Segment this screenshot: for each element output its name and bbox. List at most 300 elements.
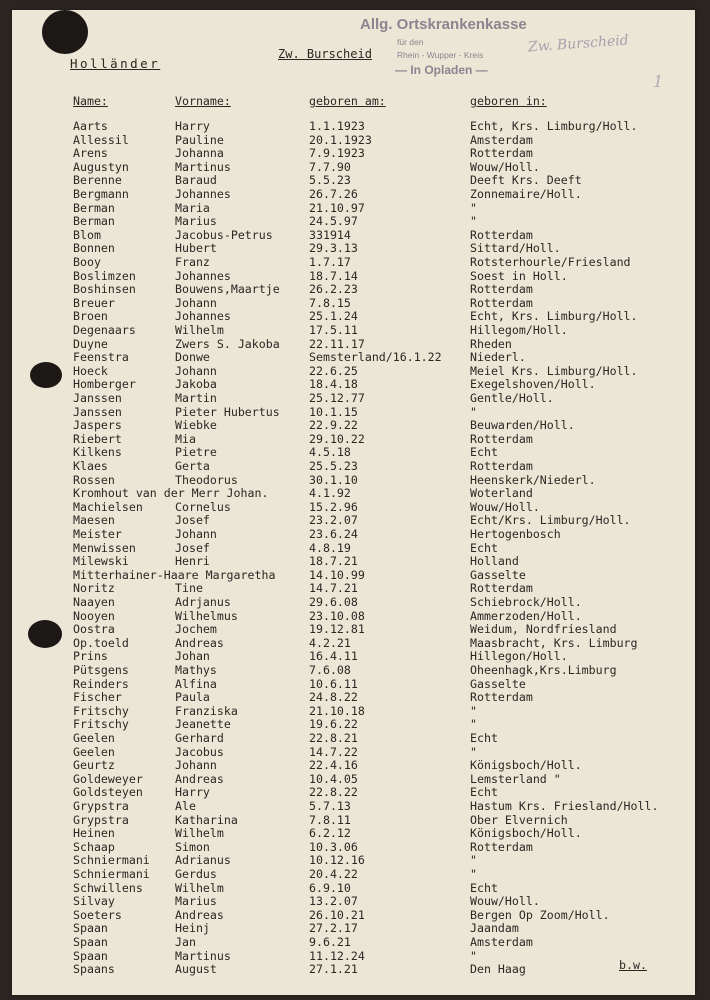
cell-birth-place: " bbox=[470, 853, 477, 868]
cell-first-name: Pieter Hubertus bbox=[175, 404, 280, 419]
table-row bbox=[12, 785, 695, 799]
cell-birth-place: Wouw/Holl. bbox=[470, 159, 540, 174]
cell-birth-date: 26.10.21 bbox=[309, 907, 365, 922]
cell-birth-date: 7.8.11 bbox=[309, 812, 351, 827]
cell-first-name: Alfina bbox=[175, 676, 217, 691]
cell-name: Bonnen bbox=[73, 241, 115, 256]
cell-birth-place: Wouw/Holl. bbox=[470, 894, 540, 909]
table-row bbox=[12, 445, 695, 459]
cell-first-name: Josef bbox=[175, 540, 210, 555]
cell-name: Riebert bbox=[73, 431, 122, 446]
cell-name: Broen bbox=[73, 309, 108, 324]
table-row bbox=[12, 568, 695, 582]
cell-name: Bergmann bbox=[73, 187, 129, 201]
table-row bbox=[12, 949, 695, 963]
cell-name: Kromhout van der Merr Johan. bbox=[73, 486, 269, 501]
cell-birth-place: Amsterdam bbox=[470, 132, 533, 147]
cell-first-name: Jochem bbox=[175, 622, 217, 637]
cell-first-name: Jan bbox=[175, 935, 196, 949]
cell-birth-date: 24.8.22 bbox=[309, 690, 358, 705]
table-row bbox=[12, 853, 695, 867]
cell-birth-place: Rheden bbox=[470, 336, 512, 351]
table-row bbox=[12, 173, 695, 187]
table-row bbox=[12, 513, 695, 527]
cell-first-name: Wiebke bbox=[175, 418, 217, 433]
cell-name: Schaap bbox=[73, 839, 115, 854]
cell-birth-place: Rotterdam bbox=[470, 581, 533, 596]
table-row bbox=[12, 894, 695, 908]
cell-name: Pütsgens bbox=[73, 663, 129, 677]
cell-first-name: Jeanette bbox=[175, 717, 231, 732]
cell-first-name: August bbox=[175, 962, 217, 977]
cell-birth-date: 20.4.22 bbox=[309, 867, 358, 881]
cell-first-name: Johannes bbox=[175, 268, 231, 283]
cell-birth-date: 4.2.21 bbox=[309, 635, 351, 650]
table-row bbox=[12, 160, 695, 174]
table-row bbox=[12, 309, 695, 323]
cell-first-name: Adrjanus bbox=[175, 595, 231, 609]
table-row bbox=[12, 269, 695, 283]
cell-first-name: Paula bbox=[175, 690, 210, 705]
cell-birth-place: Rotterdam bbox=[470, 690, 533, 705]
table-row bbox=[12, 704, 695, 718]
cell-name: Hoeck bbox=[73, 363, 108, 378]
stamp-line-1: Allg. Ortskrankenkasse bbox=[360, 16, 527, 33]
table-row bbox=[12, 921, 695, 935]
cell-birth-date: 18.7.21 bbox=[309, 554, 358, 569]
table-row bbox=[12, 840, 695, 854]
cell-first-name: Henri bbox=[175, 554, 210, 569]
cell-first-name: Cornelus bbox=[175, 499, 231, 514]
cell-first-name: Johann bbox=[175, 295, 217, 310]
table-row bbox=[12, 799, 695, 813]
cell-birth-date: 23.2.07 bbox=[309, 513, 358, 528]
cell-birth-date: 1.1.1923 bbox=[309, 119, 365, 133]
cell-name: Oostra bbox=[73, 622, 115, 637]
cell-name: Breuer bbox=[73, 295, 115, 310]
cell-birth-date: 15.2.96 bbox=[309, 499, 358, 514]
cell-name: Goldsteyen bbox=[73, 785, 143, 800]
table-row bbox=[12, 418, 695, 432]
header-name: Name: bbox=[73, 94, 108, 108]
cell-name: Grypstra bbox=[73, 812, 129, 827]
cell-first-name: Marius bbox=[175, 894, 217, 909]
cell-first-name: Maria bbox=[175, 200, 210, 215]
cell-birth-place: Rotterdam bbox=[470, 295, 533, 310]
cell-birth-date: Semsterland/16.1.22 bbox=[309, 350, 442, 365]
cell-name: Menwissen bbox=[73, 540, 136, 555]
cell-birth-date: 25.5.23 bbox=[309, 459, 358, 473]
cell-birth-date: 13.2.07 bbox=[309, 894, 358, 909]
cell-birth-place: Gasselte bbox=[470, 567, 526, 582]
cell-birth-date: 19.6.22 bbox=[309, 717, 358, 732]
cell-name: Naayen bbox=[73, 595, 115, 609]
cell-birth-date: 29.6.08 bbox=[309, 595, 358, 609]
table-row bbox=[12, 745, 695, 759]
table-row bbox=[12, 296, 695, 310]
table-row bbox=[12, 241, 695, 255]
table-row bbox=[12, 337, 695, 351]
cell-birth-date: 23.10.08 bbox=[309, 608, 365, 623]
cell-name: Op.toeld bbox=[73, 635, 129, 650]
cell-birth-place: Rotterdam bbox=[470, 839, 533, 854]
cell-name: Prins bbox=[73, 649, 108, 664]
cell-first-name: Andreas bbox=[175, 635, 224, 650]
table-row bbox=[12, 364, 695, 378]
table-row bbox=[12, 459, 695, 473]
cell-birth-place: Amsterdam bbox=[470, 935, 533, 949]
table-row bbox=[12, 677, 695, 691]
table-row bbox=[12, 541, 695, 555]
table-row bbox=[12, 649, 695, 663]
table-row bbox=[12, 500, 695, 514]
cell-first-name: Donwe bbox=[175, 350, 210, 365]
cell-name: Homberger bbox=[73, 377, 136, 392]
cell-name: Heinen bbox=[73, 826, 115, 841]
cell-birth-date: 25.1.24 bbox=[309, 309, 358, 324]
cell-name: Soeters bbox=[73, 907, 122, 922]
cell-birth-date: 11.12.24 bbox=[309, 948, 365, 963]
stamp-line-2: für den bbox=[397, 37, 424, 47]
cell-first-name: Pauline bbox=[175, 132, 224, 147]
cell-name: Machielsen bbox=[73, 499, 143, 514]
table-row bbox=[12, 214, 695, 228]
table-row bbox=[12, 717, 695, 731]
cell-name: Boshinsen bbox=[73, 282, 136, 297]
district-title: Zw. Burscheid bbox=[278, 47, 372, 61]
cell-name: Grypstra bbox=[73, 799, 129, 813]
cell-name: Geelen bbox=[73, 744, 115, 759]
cell-first-name: Heinj bbox=[175, 921, 210, 936]
cell-first-name: Baraud bbox=[175, 173, 217, 188]
cell-birth-date: 14.7.22 bbox=[309, 744, 358, 759]
cell-name: Silvay bbox=[73, 894, 115, 909]
cell-birth-date: 10.12.16 bbox=[309, 853, 365, 868]
cell-birth-date: 9.6.21 bbox=[309, 935, 351, 949]
cell-birth-place: Beuwarden/Holl. bbox=[470, 418, 575, 433]
table-row bbox=[12, 772, 695, 786]
cell-first-name: Martinus bbox=[175, 948, 231, 963]
cell-first-name: Andreas bbox=[175, 771, 224, 786]
cell-birth-date: 10.4.05 bbox=[309, 771, 358, 786]
cell-first-name: Franz bbox=[175, 255, 210, 269]
cell-birth-date: 23.6.24 bbox=[309, 527, 358, 541]
cell-name: Nooyen bbox=[73, 608, 115, 623]
cell-first-name: Mathys bbox=[175, 663, 217, 677]
cell-name: Janssen bbox=[73, 404, 122, 419]
cell-birth-place: Hillegom/Holl. bbox=[470, 323, 568, 337]
table-row bbox=[12, 432, 695, 446]
cell-name: Allessil bbox=[73, 132, 129, 147]
cell-name: Schniermani bbox=[73, 867, 150, 881]
cell-birth-date: 20.1.1923 bbox=[309, 132, 372, 147]
cell-name: Feenstra bbox=[73, 350, 129, 365]
cell-birth-date: 19.12.81 bbox=[309, 622, 365, 637]
cell-first-name: Gerta bbox=[175, 459, 210, 473]
cell-birth-place: Hastum Krs. Friesland/Holl. bbox=[470, 799, 659, 813]
cell-first-name: Hubert bbox=[175, 241, 217, 256]
cell-birth-date: 22.8.22 bbox=[309, 785, 358, 800]
cell-first-name: Mia bbox=[175, 431, 196, 446]
handwritten-note: Zw. Burscheid bbox=[527, 32, 630, 56]
cell-first-name: Johann bbox=[175, 527, 217, 541]
cell-birth-date: 7.8.15 bbox=[309, 295, 351, 310]
cell-birth-place: Weidum, Nordfriesland bbox=[470, 622, 617, 637]
cell-first-name: Tine bbox=[175, 581, 203, 596]
cell-first-name: Johannes bbox=[175, 187, 231, 201]
table-row bbox=[12, 527, 695, 541]
cell-birth-place: Sittard/Holl. bbox=[470, 241, 561, 256]
cell-birth-date: 21.10.97 bbox=[309, 200, 365, 215]
table-row bbox=[12, 228, 695, 242]
cell-name: Fischer bbox=[73, 690, 122, 705]
cell-birth-date: 6.9.10 bbox=[309, 880, 351, 895]
cell-first-name: Zwers S. Jakoba bbox=[175, 336, 280, 351]
cell-birth-place: Rotterdam bbox=[470, 431, 533, 446]
cell-birth-date: 10.3.06 bbox=[309, 839, 358, 854]
header-first-name: Vorname: bbox=[175, 94, 231, 108]
table-row bbox=[12, 663, 695, 677]
cell-name: Duyne bbox=[73, 336, 108, 351]
cell-name: Spaans bbox=[73, 962, 115, 977]
cell-birth-place: Echt bbox=[470, 880, 498, 895]
cell-first-name: Wilhelm bbox=[175, 826, 224, 841]
table-row bbox=[12, 323, 695, 337]
cell-name: Arens bbox=[73, 146, 108, 161]
cell-birth-place: Königsboch/Holl. bbox=[470, 826, 582, 841]
cell-first-name: Johan bbox=[175, 649, 210, 664]
cell-birth-place: Deeft Krs. Deeft bbox=[470, 173, 582, 188]
cell-birth-place: Hillegon/Holl. bbox=[470, 649, 568, 664]
cell-first-name: Katharina bbox=[175, 812, 238, 827]
cell-name: Degenaars bbox=[73, 323, 136, 337]
table-row bbox=[12, 255, 695, 269]
cell-name: Meister bbox=[73, 527, 122, 541]
table-row bbox=[12, 622, 695, 636]
cell-birth-place: Maasbracht, Krs. Limburg bbox=[470, 635, 638, 650]
cell-name: Maesen bbox=[73, 513, 115, 528]
table-row bbox=[12, 119, 695, 133]
cell-name: Mitterhainer-Haare Margaretha bbox=[73, 567, 276, 582]
cell-birth-place: Jaandam bbox=[470, 921, 519, 936]
cell-birth-place: Wouw/Holl. bbox=[470, 499, 540, 514]
cell-birth-date: 18.4.18 bbox=[309, 377, 358, 392]
cell-name: Reinders bbox=[73, 676, 129, 691]
cell-birth-date: 4.8.19 bbox=[309, 540, 351, 555]
cell-birth-place: Zonnemaire/Holl. bbox=[470, 187, 582, 201]
table-row bbox=[12, 581, 695, 595]
cell-birth-date: 14.7.21 bbox=[309, 581, 358, 596]
cell-first-name: Johannes bbox=[175, 309, 231, 324]
cell-first-name: Gerdus bbox=[175, 867, 217, 881]
cell-first-name: Adrianus bbox=[175, 853, 231, 868]
table-row bbox=[12, 731, 695, 745]
table-row bbox=[12, 881, 695, 895]
cell-birth-date: 7.6.08 bbox=[309, 663, 351, 677]
cell-birth-date: 14.10.99 bbox=[309, 567, 365, 582]
cell-name: Milewski bbox=[73, 554, 129, 569]
table-row bbox=[12, 826, 695, 840]
table-row bbox=[12, 609, 695, 623]
table-row bbox=[12, 486, 695, 500]
cell-birth-place: Den Haag bbox=[470, 962, 526, 977]
stamp-line-3: Rhein - Wupper - Kreis bbox=[397, 50, 484, 60]
cell-name: Noritz bbox=[73, 581, 115, 596]
cell-first-name: Wilhelm bbox=[175, 880, 224, 895]
cell-name: Klaes bbox=[73, 459, 108, 473]
cell-birth-date: 7.9.1923 bbox=[309, 146, 365, 161]
cell-birth-date: 10.6.11 bbox=[309, 676, 358, 691]
cell-birth-place: Echt, Krs. Limburg/Holl. bbox=[470, 119, 638, 133]
table-row bbox=[12, 146, 695, 160]
cell-birth-date: 27.2.17 bbox=[309, 921, 358, 936]
cell-name: Booy bbox=[73, 255, 101, 269]
cell-birth-date: 5.7.13 bbox=[309, 799, 351, 813]
cell-birth-date: 22.4.16 bbox=[309, 758, 358, 773]
cell-name: Schwillens bbox=[73, 880, 143, 895]
cell-birth-place: " bbox=[470, 867, 477, 881]
cell-first-name: Harry bbox=[175, 785, 210, 800]
cell-first-name: Wilhelmus bbox=[175, 608, 238, 623]
table-row bbox=[12, 908, 695, 922]
cell-first-name: Martinus bbox=[175, 159, 231, 174]
table-row bbox=[12, 187, 695, 201]
cell-birth-place: " bbox=[470, 717, 477, 732]
table-row bbox=[12, 405, 695, 419]
cell-name: Fritschy bbox=[73, 717, 129, 732]
continuation-note: b.w. bbox=[619, 958, 647, 972]
cell-first-name: Pietre bbox=[175, 445, 217, 460]
header-birth-date: geboren am: bbox=[309, 94, 386, 108]
table-row bbox=[12, 758, 695, 772]
cell-birth-date: 4.5.18 bbox=[309, 445, 351, 460]
cell-birth-place: Schiebrock/Holl. bbox=[470, 595, 582, 609]
cell-first-name: Simon bbox=[175, 839, 210, 854]
cell-birth-place: Gasselte bbox=[470, 676, 526, 691]
table-row bbox=[12, 935, 695, 949]
cell-name: Schniermani bbox=[73, 853, 150, 868]
cell-birth-date: 1.7.17 bbox=[309, 255, 351, 269]
header-birth-place: geboren in: bbox=[470, 94, 547, 108]
cell-birth-date: 6.2.12 bbox=[309, 826, 351, 841]
cell-name: Berenne bbox=[73, 173, 122, 188]
punch-hole-top bbox=[42, 10, 88, 54]
cell-name: Jaspers bbox=[73, 418, 122, 433]
cell-birth-place: " bbox=[470, 744, 477, 759]
cell-birth-place: Rotterdam bbox=[470, 282, 533, 297]
cell-birth-place: Rotterdam bbox=[470, 227, 533, 242]
cell-birth-place: " bbox=[470, 200, 477, 215]
table-row bbox=[12, 554, 695, 568]
cell-birth-place: Bergen Op Zoom/Holl. bbox=[470, 907, 610, 922]
table-row bbox=[12, 377, 695, 391]
cell-name: Berman bbox=[73, 214, 115, 229]
table-row bbox=[12, 391, 695, 405]
cell-birth-date: 24.5.97 bbox=[309, 214, 358, 229]
cell-name: Fritschy bbox=[73, 703, 129, 718]
table-row bbox=[12, 282, 695, 296]
page-number: 1 bbox=[653, 72, 664, 91]
cell-birth-date: 22.9.22 bbox=[309, 418, 358, 433]
table-row bbox=[12, 867, 695, 881]
cell-name: Augustyn bbox=[73, 159, 129, 174]
cell-birth-date: 5.5.23 bbox=[309, 173, 351, 188]
cell-birth-date: 4.1.92 bbox=[309, 486, 351, 501]
cell-first-name: Harry bbox=[175, 119, 210, 133]
cell-name: Kilkens bbox=[73, 445, 122, 460]
cell-birth-place: Holland bbox=[470, 554, 519, 569]
table-row bbox=[12, 595, 695, 609]
cell-birth-date: 7.7.90 bbox=[309, 159, 351, 174]
cell-birth-date: 22.8.21 bbox=[309, 731, 358, 745]
table-row bbox=[12, 813, 695, 827]
cell-first-name: Jakoba bbox=[175, 377, 217, 392]
cell-birth-place: Gentle/Holl. bbox=[470, 391, 554, 405]
cell-first-name: Ale bbox=[175, 799, 196, 813]
cell-birth-date: 27.1.21 bbox=[309, 962, 358, 977]
page-title: Holländer bbox=[70, 56, 161, 71]
cell-birth-place: Woterland bbox=[470, 486, 533, 501]
cell-birth-place: Rotterdam bbox=[470, 459, 533, 473]
cell-birth-place: Echt/Krs. Limburg/Holl. bbox=[470, 513, 631, 528]
cell-first-name: Bouwens,Maartje bbox=[175, 282, 280, 297]
cell-name: Berman bbox=[73, 200, 115, 215]
cell-birth-place: Echt bbox=[470, 731, 498, 745]
cell-birth-place: " bbox=[470, 404, 477, 419]
cell-birth-place: Echt bbox=[470, 540, 498, 555]
cell-first-name: Theodorus bbox=[175, 472, 238, 487]
cell-birth-place: Echt, Krs. Limburg/Holl. bbox=[470, 309, 638, 324]
document-page bbox=[12, 10, 695, 995]
cell-name: Aarts bbox=[73, 119, 108, 133]
cell-first-name: Franziska bbox=[175, 703, 238, 718]
cell-birth-place: Niederl. bbox=[470, 350, 526, 365]
cell-birth-date: 29.10.22 bbox=[309, 431, 365, 446]
cell-birth-date: 22.6.25 bbox=[309, 363, 358, 378]
cell-birth-date: 10.1.15 bbox=[309, 404, 358, 419]
cell-first-name: Johann bbox=[175, 363, 217, 378]
cell-birth-place: Exegelshoven/Holl. bbox=[470, 377, 596, 392]
cell-first-name: Martin bbox=[175, 391, 217, 405]
cell-first-name: Josef bbox=[175, 513, 210, 528]
cell-first-name: Jacobus bbox=[175, 744, 224, 759]
table-row bbox=[12, 133, 695, 147]
table-row bbox=[12, 962, 695, 976]
cell-name: Blom bbox=[73, 227, 101, 242]
cell-birth-place: Lemsterland " bbox=[470, 771, 561, 786]
cell-name: Spaan bbox=[73, 921, 108, 936]
cell-birth-date: 17.5.11 bbox=[309, 323, 358, 337]
table-row bbox=[12, 473, 695, 487]
cell-birth-date: 26.7.26 bbox=[309, 187, 358, 201]
cell-first-name: Wilhelm bbox=[175, 323, 224, 337]
cell-name: Boslimzen bbox=[73, 268, 136, 283]
cell-birth-date: 29.3.13 bbox=[309, 241, 358, 256]
cell-first-name: Andreas bbox=[175, 907, 224, 922]
cell-name: Spaan bbox=[73, 935, 108, 949]
cell-name: Goldeweyer bbox=[73, 771, 143, 786]
cell-birth-place: " bbox=[470, 948, 477, 963]
cell-birth-place: Meiel Krs. Limburg/Holl. bbox=[470, 363, 638, 378]
cell-birth-place: Rotterdam bbox=[470, 146, 533, 161]
stamp-line-4: — In Opladen — bbox=[395, 63, 488, 77]
cell-name: Rossen bbox=[73, 472, 115, 487]
cell-birth-place: " bbox=[470, 214, 477, 229]
cell-birth-date: 26.2.23 bbox=[309, 282, 358, 297]
cell-name: Geelen bbox=[73, 731, 115, 745]
cell-first-name: Johanna bbox=[175, 146, 224, 161]
cell-birth-place: Ammerzoden/Holl. bbox=[470, 608, 582, 623]
